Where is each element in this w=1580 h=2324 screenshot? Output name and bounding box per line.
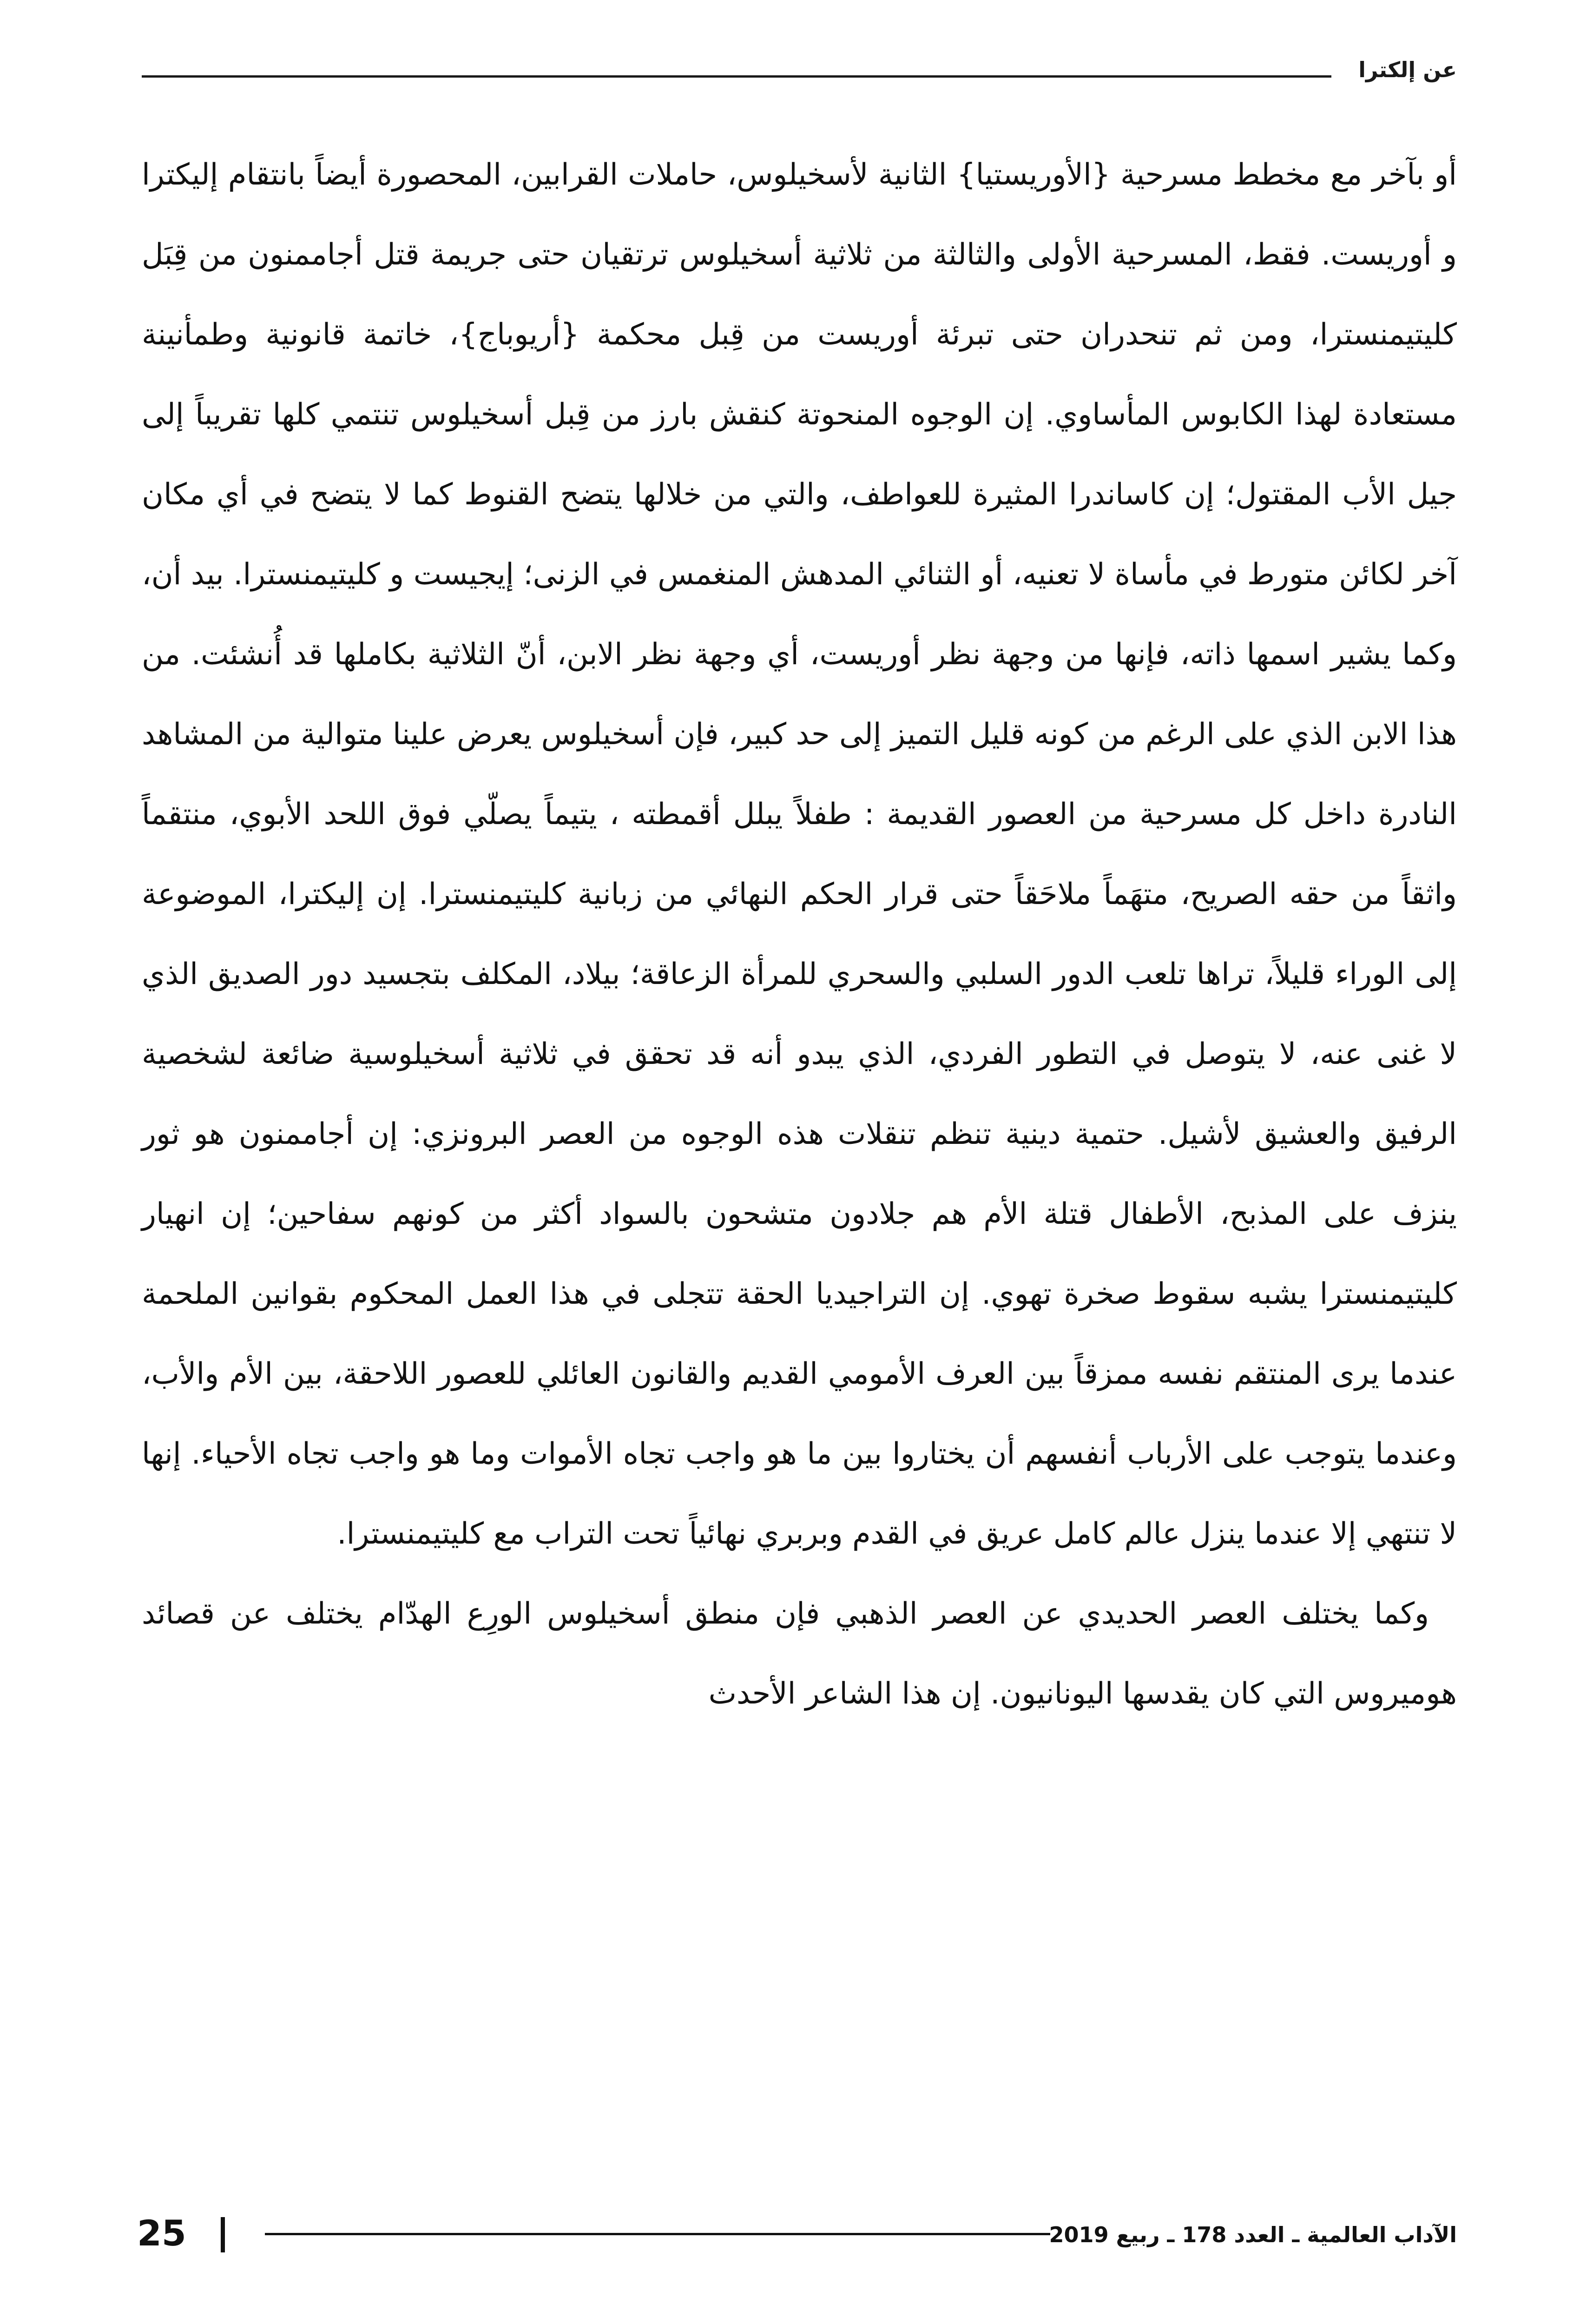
page-footer [125,2208,1457,2259]
header-rule [142,75,1331,78]
paragraph: وكما يختلف العصر الحديدي عن العصر الذهبي فإن منطق أسخيلوس الورِع الهدّام يختلف عن قصائد هوميروس التي كان يقدسها اليونانيون. إن هذا الشاعر الأحدث [142,1597,1457,1711]
running-head [142,51,1457,88]
footer-separator-bar [221,2217,225,2252]
running-title: عن إلكترا [1358,57,1457,82]
footer-rule [265,2233,1050,2235]
page-number: 25 [137,2212,186,2254]
article-body [142,135,1457,1734]
journal-issue-line: الآداب العالمية ـ العدد 178 ـ ربيع 2019 [1049,2222,1457,2247]
paragraph: أو بآخر مع مخطط مسرحية {الأوريستيا} الثانية لأسخيلوس، حاملات القرابين، المحصورة أيضاً بانتقام إليكترا و أوريست. فقط، المسرحية الأولى والثالثة من ثلاثية أسخيلوس ترتقيان حتى جريمة قتل أجاممنون من قِبَل كليتيمنسترا، ومن ثم تنحدران حتى تبرئة أوريست من قِبل محكمة {أريوباج}، خاتمة قانونية وطمأنينة مستعادة لهذا الكابوس المأساوي. إن الوجوه المنحوتة كنقش بارز من قِبل أسخيلوس تنتمي كلها تقريباً إلى جيل الأب المقتول؛ إن كاساندرا المثيرة للعواطف، والتي من خلالها يتضح القنوط كما لا يتضح في أي مكان آخر لكائن متورط في مأساة لا تعنيه، أو الثنائي المدهش المنغمس في الزنى؛ إيجيست و كليتيمنسترا. بيد أن، وكما يشير اسمها ذاته، فإنها من وجهة نظر أوريست، أي وجهة نظر الابن، أنّ الثلاثية بكاملها قد أُنشئت. من هذا الابن الذي على الرغم من كونه قليل التميز إلى حد كبير، فإن أسخيلوس يعرض علينا متوالية من المشاهد النادرة داخل كل مسرحية من العصور القديمة : طفلاً يبلل أقمطته ، يتيماً يصلّي فوق اللحد الأبوي، منتقماً واثقاً من حقه الصريح، متهَماً ملاحَقاً حتى قرار الحكم النهائي من زبانية كليتيمنسترا. إن إليكترا، الموضوعة إلى الوراء قليلاً، تراها تلعب الدور السلبي والسحري للمرأة الزعاقة؛ بيلاد، المكلف بتجسيد دور الصديق الذي لا غنى عنه، لا يتوصل في التطور الفردي، الذي يبدو أنه قد تحقق في ثلاثية أسخيلوسية ضائعة لشخصية الرفيق والعشيق لأشيل. حتمية دينية تنظم تنقلات هذه الوجوه من العصر البرونزي: إن أجاممنون هو ثور ينزف على المذبح، الأطفال قتلة الأم هم جلادون متشحون بالسواد أكثر من كونهم سفاحين؛ إن انهيار كليتيمنسترا يشبه سقوط صخرة تهوي. إن التراجيديا الحقة تتجلى في هذا العمل المحكوم بقوانين الملحمة عندما يرى المنتقم نفسه ممزقاً بين العرف الأمومي القديم والقانون العائلي للعصور اللاحقة، بين الأم والأب، وعندما يتوجب على الأرباب أنفسهم أن يختاروا بين ما هو واجب تجاه الأموات وما هو واجب تجاه الأحياء. إنها لا تنتهي إلا عندما ينزل عالم كامل عريق في القدم وبربري نهائياً تحت التراب مع كليتيمنسترا. [142,158,1457,1551]
